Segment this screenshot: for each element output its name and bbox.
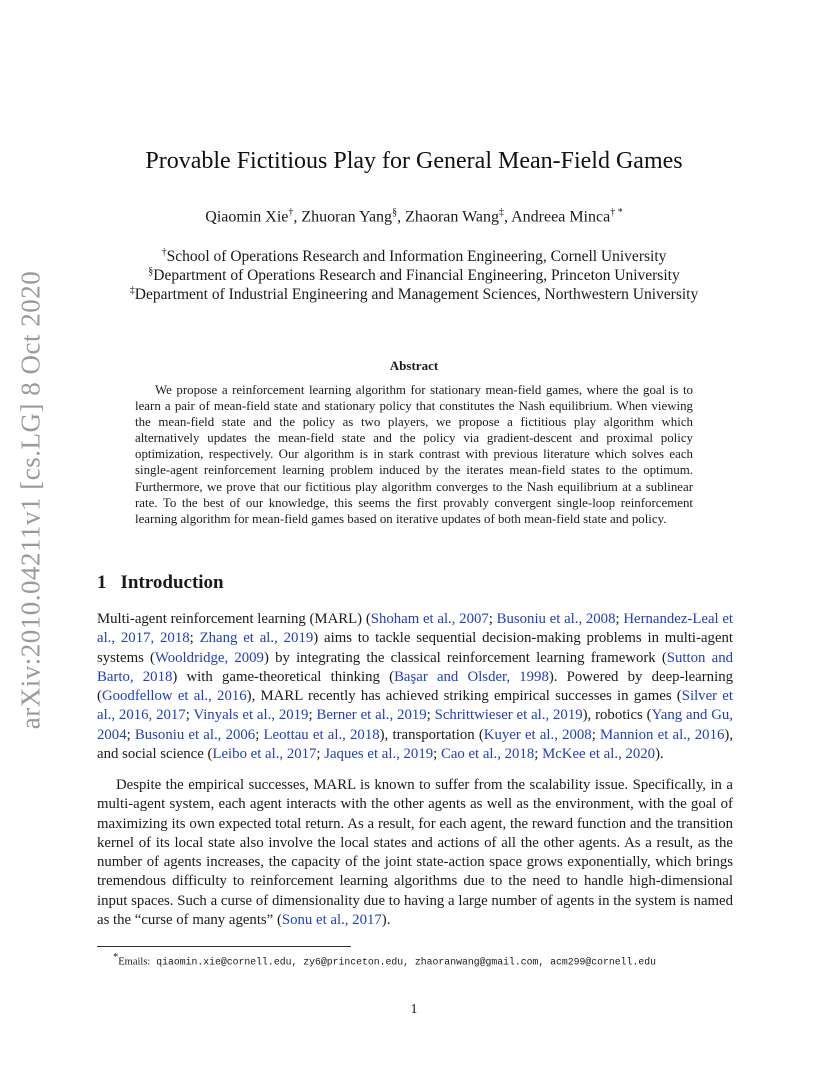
abstract-heading: Abstract (389, 358, 439, 373)
paragraph-text: ; (126, 726, 135, 743)
paragraph-text: ; (591, 726, 601, 743)
body-paragraph (97, 776, 733, 930)
citation-link[interactable]: Sonu et al., 2017 (281, 912, 382, 929)
citation-link[interactable]: Wooldridge, 2009 (154, 649, 264, 666)
paragraph-text: ; (189, 630, 200, 647)
paragraph-text: ; (185, 707, 194, 724)
paragraph-text: Despite the empirical successes, MARL is known to suffer from the scalability issue. Specifically, in a multi-agent system, each agent interacts with the other agents as well as the environment, with the goal of maximizing its own expected total return. As a result, for each agent, the reward function and the transition kernel of its local state also involve the local states and actions of all the other agents. As a result, as the number of agents increases, the capacity of the joint state-action space grows exponentially, which brings tremendous difficulty to reinforcement learning algorithms due to the need to handle high-dimensional input spaces. Such a curse of dimensionality due to having a large number of agents in the system is named as the “curse of many agents” ( (97, 777, 733, 929)
footnote-emails: qiaomin.xie@cornell.edu, zy6@princeton.edu, zhaoranwang@gmail.com, acm299@cornell.edu (156, 956, 656, 968)
paper-title: Provable Fictitious Play for General Mean-Field Games (145, 148, 683, 174)
citation-link[interactable]: Jaques et al., 2019 (324, 746, 434, 763)
footnote (113, 952, 656, 967)
citation-link[interactable]: Silver et al., 2016, 2017 (97, 688, 733, 724)
citation-link[interactable]: Başar and Olsder, 1998 (394, 668, 549, 685)
author-mark: † (288, 207, 294, 218)
paragraph-text: ; (316, 746, 325, 763)
affiliation-mark: ‡ (129, 285, 135, 296)
paragraph-text: ) with game-theoretical thinking ( (172, 668, 395, 685)
paragraph-text: ). Powered by deep-learning ( (97, 668, 733, 705)
paragraph-text: ; (534, 746, 543, 763)
paragraph-text: ; (433, 746, 441, 763)
citation-link[interactable]: Busoniu et al., 2006 (134, 726, 256, 743)
paragraph-text: ; (488, 611, 497, 627)
page-number: 1 (410, 1002, 418, 1017)
affiliation-text: School of Operations Research and Information Engineering, Cornell University (166, 248, 667, 266)
paragraph-text: ; (426, 707, 435, 724)
citation-link[interactable]: Vinyals et al., 2019 (193, 707, 309, 724)
section-number: 1 (97, 572, 107, 593)
author-name: Zhuoran Yang (301, 208, 393, 226)
citation-link[interactable]: Kuyer et al., 2008 (483, 726, 592, 743)
citation-link[interactable]: Schrittwieser et al., 2019 (434, 707, 583, 724)
citation-link[interactable]: Cao et al., 2018 (440, 746, 535, 763)
citation-link[interactable]: Hernandez-Leal et al., 2017, 2018 (97, 611, 734, 647)
paragraph-text: ; (308, 707, 317, 724)
citation-link[interactable]: Zhang et al., 2019 (199, 630, 314, 647)
body-paragraph (97, 610, 733, 764)
author-name: Andreea Minca (511, 208, 611, 226)
citation-link[interactable]: Busoniu et al., 2008 (496, 611, 616, 627)
affiliation (0, 266, 828, 285)
paragraph-text: ). (381, 912, 391, 929)
paragraph-text: ) aims to tackle sequential decision-making problems in multi-agent systems ( (97, 630, 734, 666)
paragraph-text: ), MARL recently has achieved striking empirical successes in games ( (246, 688, 682, 705)
paragraph-text: ) by integrating the classical reinforcement learning framework ( (263, 649, 667, 666)
author-name: Zhaoran Wang (405, 208, 499, 226)
affiliation-text: Department of Industrial Engineering and Management Sciences, Northwestern University (134, 286, 699, 304)
affiliation (0, 285, 828, 304)
affiliation-mark: § (148, 266, 154, 277)
footnote-label: Emails: (118, 956, 151, 968)
citation-link[interactable]: McKee et al., 2020 (542, 746, 656, 763)
affiliation-mark: † (161, 247, 167, 258)
section-heading (97, 572, 224, 594)
citation-link[interactable]: Berner et al., 2019 (316, 707, 427, 724)
paragraph-text: ; (615, 611, 624, 627)
arxiv-identifier: arXiv:2010.04211v1 [cs.LG] 8 Oct 2020 (15, 270, 46, 730)
author-list: Qiaomin Xie†, Zhuoran Yang§, Zhaoran Wang‡, Andreea Minca† * (205, 207, 623, 226)
paragraph-text: ), transportation ( (379, 726, 484, 743)
author-mark: ‡ (499, 207, 504, 218)
arxiv-stamp (10, 265, 52, 735)
affiliation (0, 247, 828, 266)
citation-link[interactable]: Sutton and Barto, 2018 (97, 649, 733, 685)
author-name: Qiaomin Xie (205, 208, 289, 226)
citation-link[interactable]: Goodfellow et al., 2016 (101, 688, 247, 705)
paragraph-text: ; (255, 726, 264, 743)
citation-link[interactable]: Leottau et al., 2018 (263, 726, 380, 743)
footnote-mark: * (113, 952, 119, 963)
author-mark: § (392, 207, 398, 218)
paragraph-text: ), and social science ( (97, 726, 734, 763)
citation-link[interactable]: Yang and Gu, 2004 (97, 707, 734, 743)
paragraph-text: ). (655, 746, 664, 763)
paragraph-text: ), robotics ( (582, 707, 652, 724)
footnote-rule (97, 946, 351, 947)
citation-link[interactable]: Leibo et al., 2017 (212, 746, 317, 763)
affiliation-text: Department of Operations Research and Financial Engineering, Princeton University (153, 267, 680, 285)
citation-link[interactable]: Mannion et al., 2016 (600, 726, 725, 743)
paragraph-text: Multi-agent reinforcement learning (MARL) ( (97, 611, 371, 627)
author-mark: † * (610, 207, 623, 218)
section-title: Introduction (120, 572, 224, 593)
citation-link[interactable]: Shoham et al., 2007 (370, 611, 489, 627)
abstract-text: We propose a reinforcement learning algorithm for stationary mean-field games, where the goal is to learn a pair of mean-field state and stationary policy that constitutes the Nash equilibrium. When viewing the mean-field state and the policy as two players, we propose a fictitious play algorithm which alternatively updates the mean-field state and the policy via gradient-descent and proximal policy optimization, respectively. Our algorithm is in stark contrast with previous literature which solves each single-agent reinforcement learning problem induced by the iterates mean-field states to the optimum. Furthermore, we prove that our fictitious play algorithm converges to the Nash equilibrium at a sublinear rate. To the best of our knowledge, this seems the first provably convergent single-loop reinforcement learning algorithm for mean-field games based on iterative updates of both mean-field state and policy. (135, 383, 693, 526)
